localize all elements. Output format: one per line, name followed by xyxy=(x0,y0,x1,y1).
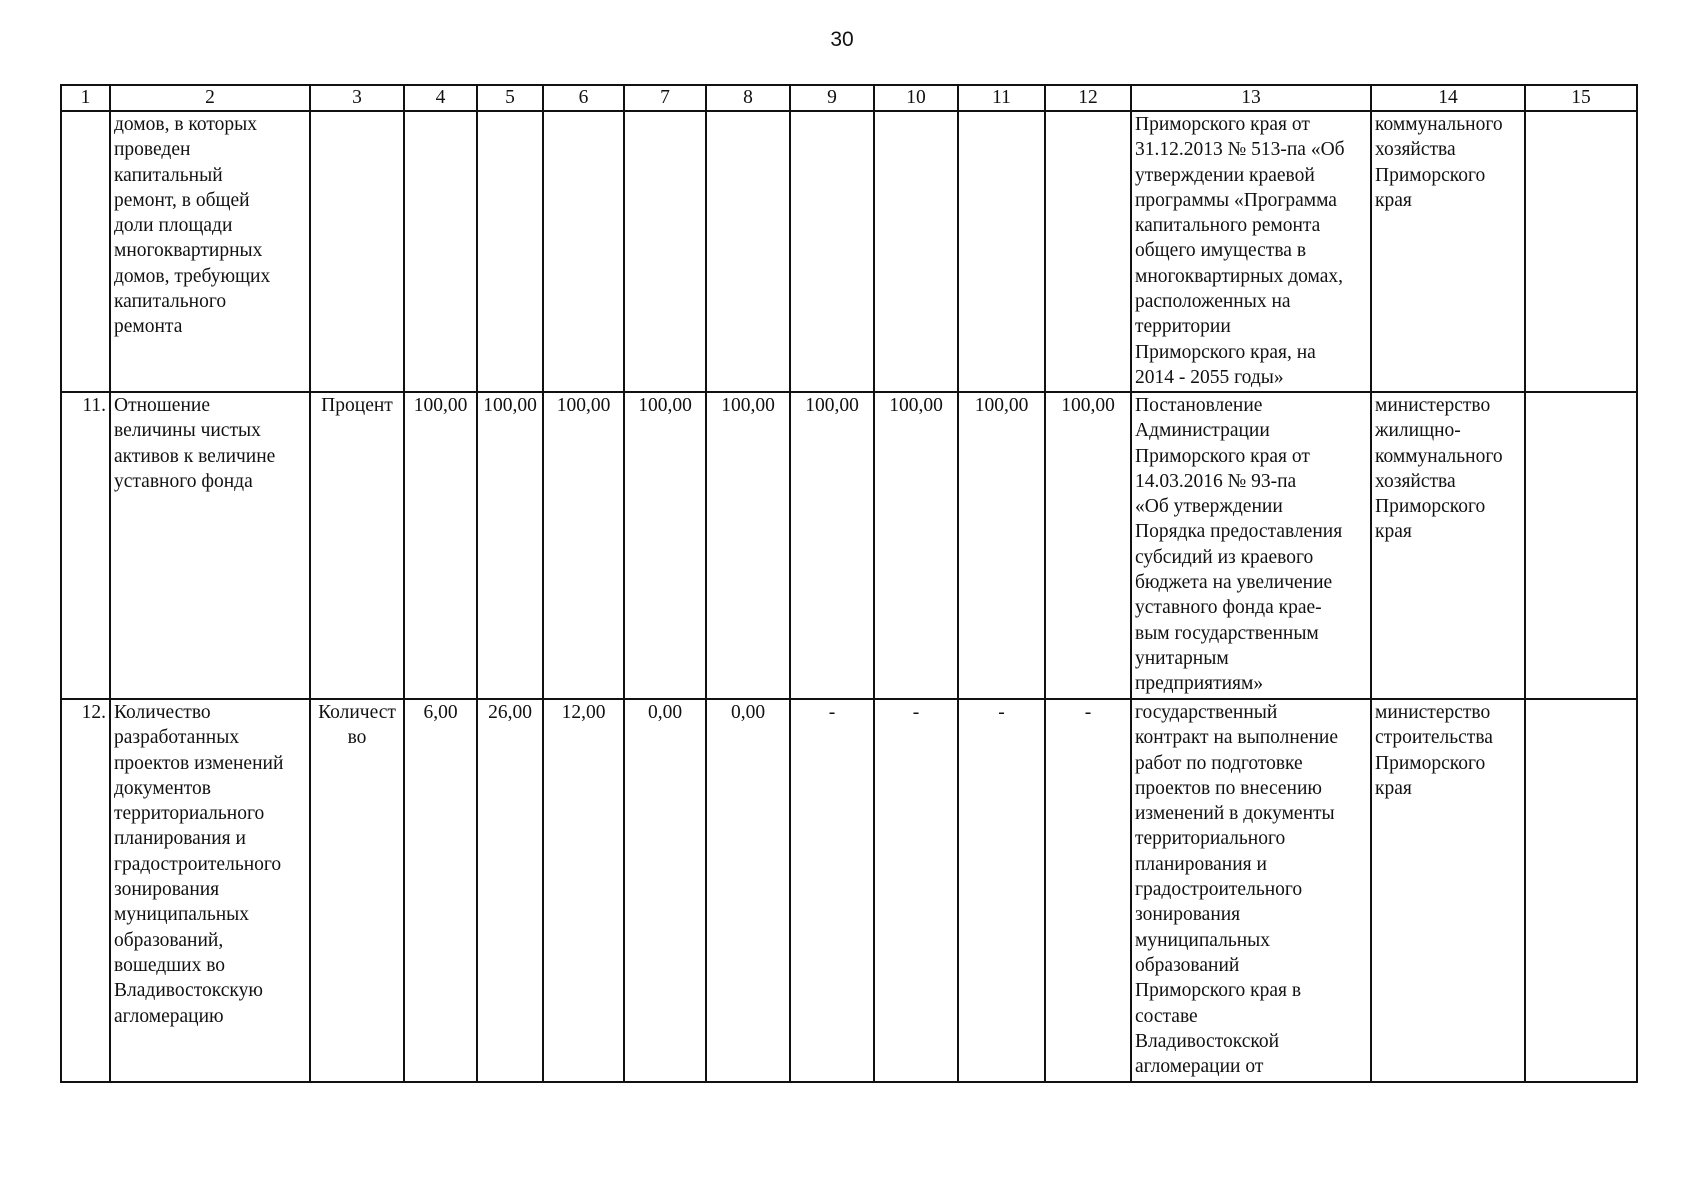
value-cell: 26,00 xyxy=(477,699,543,1082)
value-cell: 100,00 xyxy=(624,392,706,699)
column-header: 7 xyxy=(624,85,706,111)
page-number: 30 xyxy=(830,28,854,51)
unit-cell: Процент xyxy=(310,392,404,699)
note-cell xyxy=(1525,699,1637,1082)
note-cell xyxy=(1525,111,1637,392)
value-cell: 100,00 xyxy=(1045,392,1131,699)
column-header: 10 xyxy=(874,85,958,111)
unit-cell: Количест во xyxy=(310,699,404,1082)
value-cell xyxy=(543,111,624,392)
value-cell: 100,00 xyxy=(790,392,874,699)
column-header: 13 xyxy=(1131,85,1371,111)
table-row xyxy=(61,699,1637,1082)
column-header: 11 xyxy=(958,85,1045,111)
source-document-cell: Приморского края от 31.12.2013 № 513-па «Об утверждении краевой программы «Программа капитального ремонта общего имущества в многоквартирных домах, расположенных на территории Приморского края, на 2014 - 2055 годы» xyxy=(1131,111,1371,392)
value-cell xyxy=(1045,111,1131,392)
column-header: 9 xyxy=(790,85,874,111)
value-cell: - xyxy=(790,699,874,1082)
source-document-cell: государственный контракт на выполнение работ по подготовке проектов по внесению изменений в документы территориального планирования и градостроительного зонирования муниципальных образований Приморского края в составе Владивостокской агломерации от xyxy=(1131,699,1371,1082)
column-header: 6 xyxy=(543,85,624,111)
column-header: 5 xyxy=(477,85,543,111)
note-cell xyxy=(1525,392,1637,699)
column-header: 8 xyxy=(706,85,790,111)
value-cell: 6,00 xyxy=(404,699,477,1082)
table-header-row xyxy=(61,85,1637,111)
value-cell xyxy=(404,111,477,392)
indicator-name-cell: Отношение величины чистых активов к величине уставного фонда xyxy=(110,392,310,699)
row-number-cell: 12. xyxy=(61,699,110,1082)
indicators-table xyxy=(60,84,1638,1083)
value-cell: 100,00 xyxy=(874,392,958,699)
value-cell: 100,00 xyxy=(706,392,790,699)
row-number-cell xyxy=(61,111,110,392)
value-cell: 100,00 xyxy=(477,392,543,699)
value-cell xyxy=(706,111,790,392)
column-header: 12 xyxy=(1045,85,1131,111)
responsible-body-cell: коммунального хозяйства Приморского края xyxy=(1371,111,1525,392)
table-row xyxy=(61,111,1637,392)
value-cell: 100,00 xyxy=(543,392,624,699)
value-cell: 12,00 xyxy=(543,699,624,1082)
column-header: 2 xyxy=(110,85,310,111)
value-cell: - xyxy=(1045,699,1131,1082)
row-number-cell: 11. xyxy=(61,392,110,699)
unit-cell xyxy=(310,111,404,392)
value-cell: 0,00 xyxy=(706,699,790,1082)
column-header: 14 xyxy=(1371,85,1525,111)
responsible-body-cell: министерство строительства Приморского края xyxy=(1371,699,1525,1082)
value-cell: - xyxy=(958,699,1045,1082)
value-cell xyxy=(958,111,1045,392)
value-cell xyxy=(874,111,958,392)
column-header: 3 xyxy=(310,85,404,111)
column-header: 1 xyxy=(61,85,110,111)
value-cell: - xyxy=(874,699,958,1082)
value-cell: 100,00 xyxy=(404,392,477,699)
indicator-name-cell: домов, в которых проведен капитальный ремонт, в общей доли площади многоквартирных домов, требующих капитального ремонта xyxy=(110,111,310,392)
indicator-name-cell: Количество разработанных проектов изменений документов территориального планирования и градостроительного зонирования муниципальных образований, вошедших во Владивостокскую агломерацию xyxy=(110,699,310,1082)
responsible-body-cell: министерство жилищно- коммунального хозяйства Приморского края xyxy=(1371,392,1525,699)
value-cell xyxy=(790,111,874,392)
value-cell: 0,00 xyxy=(624,699,706,1082)
column-header: 4 xyxy=(404,85,477,111)
value-cell: 100,00 xyxy=(958,392,1045,699)
column-header: 15 xyxy=(1525,85,1637,111)
value-cell xyxy=(477,111,543,392)
source-document-cell: Постановление Администрации Приморского края от 14.03.2016 № 93-па «Об утверждении Порядка предоставления субсидий из краевого бюджета на увеличение уставного фонда крае- вым государственным унитарным предприятиям» xyxy=(1131,392,1371,699)
value-cell xyxy=(624,111,706,392)
table-row xyxy=(61,392,1637,699)
